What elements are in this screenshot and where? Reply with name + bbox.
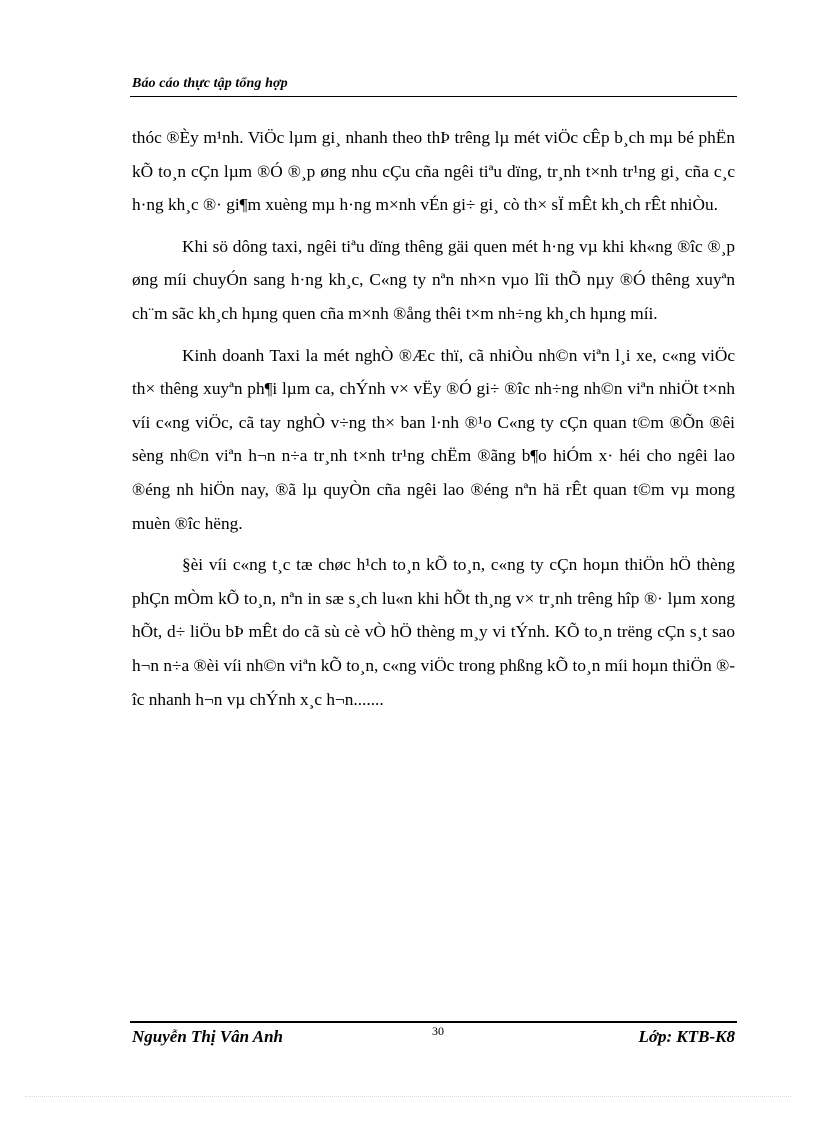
- paragraph-4: §èi víi c«ng t¸c tæ chøc h¹ch to¸n kÕ to¸n, c«ng ty cÇn hoµn thiÖn hÖ thèng phÇn mÒm kÕ to¸n, nªn in sæ s¸ch lu«n khi hÕt th¸ng v× tr¸nh trêng hîp ®· lµm xong hÕt, d÷ liÖu bÞ mÊt do cã sù cè vÒ hÖ thèng m¸y vi tÝnh. KÕ to¸n trëng cÇn s¸t sao h¬n n÷a ®èi víi nh©n viªn kÕ to¸n, c«ng viÖc trong phßng kÕ to¸n míi hoµn thiÖn ®îc nhanh h¬n vµ chÝnh x¸c h¬n.......: [132, 555, 735, 709]
- paragraph-3: Kinh doanh Taxi la mét nghÒ ®Æc thï, cã nhiÒu nh©n viªn l¸i xe, c«ng viÖc th× thêng xuyªn ph¶i lµm ca, chÝnh v× vËy ®Ó gi÷ ®îc nh÷ng nh©n viªn nhiÖt t×nh víi c«ng viÖc, cã tay nghÒ v÷ng th× ban l·nh ®¹o C«ng ty cÇn quan t©m ®Õn ®êi sèng nh©n viªn h¬n n÷a tr¸nh t×nh tr¹ng chËm ®ãng b¶o hiÓm x· héi cho ngêi lao ®éng nh hiÖn nay, ®ã lµ quyÒn cña ngêi lao ®éng nªn hä rÊt quan t©m vµ mong muèn ®îc hëng.: [132, 345, 735, 533]
- footer-class-label: Lớp: KTB-K8: [638, 1027, 735, 1046]
- paragraph-1: thóc ®Èy m¹nh. ViÖc lµm gi¸ nhanh theo thÞ trêng lµ mét viÖc cÊp b¸ch mµ bé phËn kÕ to¸n cÇn lµm ®Ó ®¸p øng nhu cÇu cña ngêi tiªu dïng, tr¸nh t×nh tr¹ng gi¸ cña c¸c h·ng kh¸c ®· gi¶m xuèng mµ h·ng m×nh vÉn gi÷ gi¸ cò th× sÏ mÊt kh¸ch rÊt nhiÒu.: [132, 128, 735, 215]
- page-bottom-divider: [25, 1096, 791, 1097]
- footer-rule: [130, 1021, 737, 1023]
- paragraph-2: Khi sö dông taxi, ngêi tiªu dïng thêng gäi quen mét h·ng vµ khi kh«ng ®îc ®¸p øng míi chuyÓn sang h·ng kh¸c, C«ng ty nªn nh×n vµo lîi thÕ nµy ®Ó thêng xuyªn ch¨m sãc kh¸ch hµng quen cña m×nh ®ång thêi t×m nh÷ng kh¸ch hµng míi.: [132, 236, 735, 323]
- header-title: Báo cáo thực tập tổng hợp: [132, 76, 288, 91]
- page-number: 30: [432, 1024, 444, 1038]
- header-rule: [130, 96, 737, 97]
- footer-author: Nguyễn Thị Vân Anh: [132, 1027, 283, 1046]
- body-text: [132, 121, 735, 724]
